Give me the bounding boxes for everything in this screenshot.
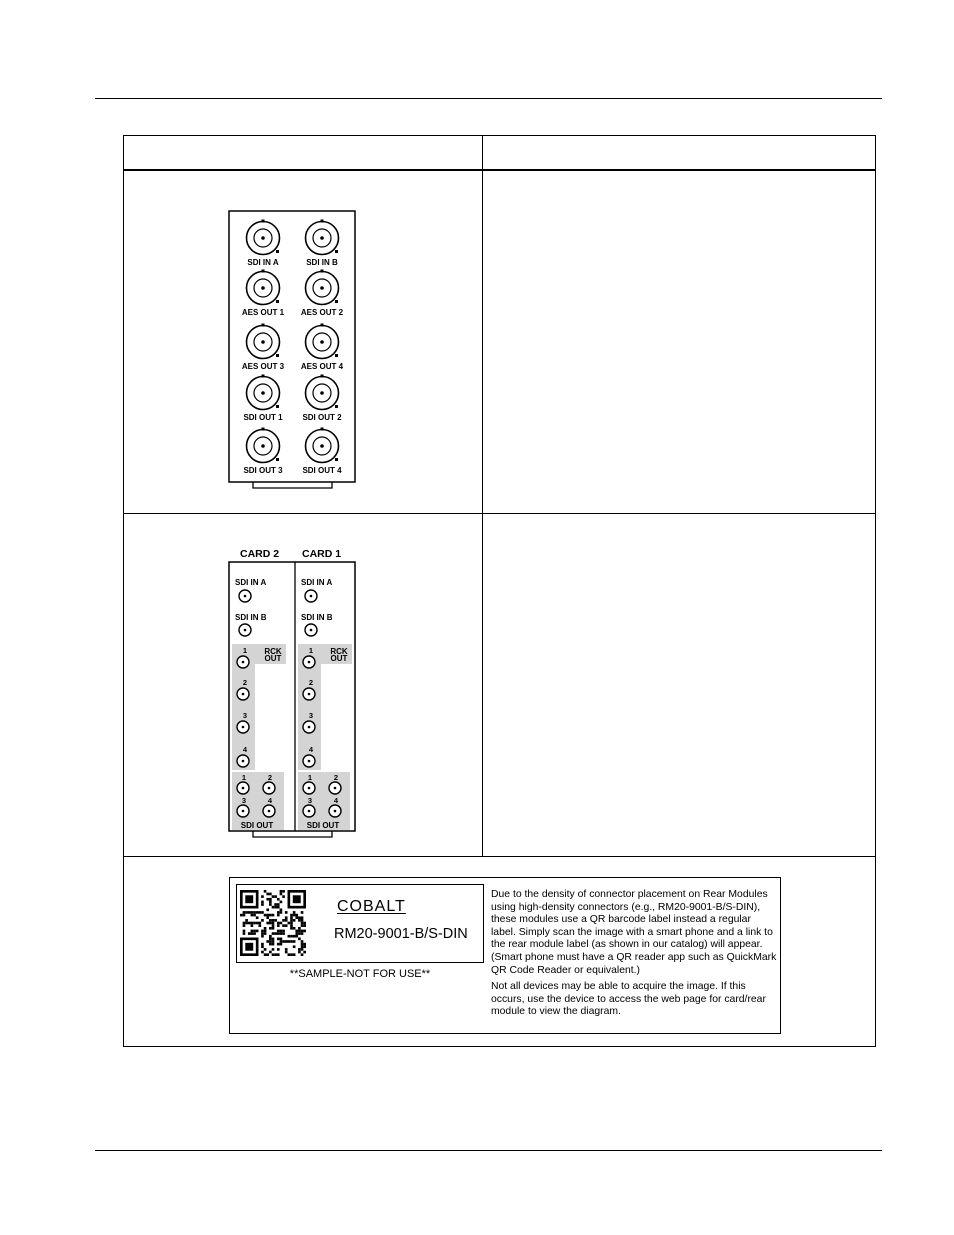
din-connector	[303, 721, 315, 733]
rck-number: 2	[242, 678, 248, 687]
sdi-out-number: 2	[267, 773, 273, 782]
sample-note: **SAMPLE-NOT FOR USE**	[289, 968, 431, 980]
connector-label: AES OUT 1	[241, 308, 285, 317]
qr-explanation-paragraph: Not all devices may be able to acquire the image. If this occurs, use the device to access the web page for card/rear module to view the diagram.	[491, 981, 766, 1018]
din-connector	[329, 782, 341, 794]
card-1-label: CARD 1	[302, 548, 342, 560]
qr-explanation	[491, 889, 777, 1023]
connector-label: SDI OUT 1	[243, 413, 283, 422]
sdi-out-number: 4	[333, 796, 339, 805]
sdi-out-number: 2	[333, 773, 339, 782]
sdi-out-number: 1	[307, 773, 313, 782]
din-connector	[237, 656, 249, 668]
sdi-out-label: SDI OUT	[306, 821, 340, 830]
din-connector	[239, 590, 251, 602]
rck-number: 3	[308, 711, 314, 720]
connector-label: AES OUT 3	[241, 362, 285, 371]
din-connector	[237, 688, 249, 700]
qr-explanation-paragraph: Due to the density of connector placement on Rear Modules using high-density connectors (e.g., RM20-9001-B/S-DIN), these modules use a QR barcode label instead a regular label. Simply scan the image with a smart phone and a link to the rear module label (as shown in our catalog) will appear. (Smart phone must have a QR reader app such as QuickMark QR Code Reader or equivalent.)	[491, 889, 777, 976]
rck-out-label: OUT	[330, 654, 348, 663]
sdi-in-b-label: SDI IN B	[235, 613, 267, 622]
sdi-in-a-label: SDI IN A	[235, 578, 267, 587]
din-connector	[329, 805, 341, 817]
sdi-out-label: SDI OUT	[240, 821, 274, 830]
din-connector	[263, 782, 275, 794]
din-connector	[303, 782, 315, 794]
din-connector	[237, 721, 249, 733]
brand-logo: COBALT	[337, 898, 406, 915]
qr-label-sample	[229, 877, 781, 1034]
rck-number: 4	[308, 745, 314, 754]
din-connector	[303, 656, 315, 668]
sdi-in-b-label: SDI IN B	[301, 613, 333, 622]
rck-out-label: RCK	[264, 647, 282, 656]
rck-out-label: RCK	[330, 647, 348, 656]
din-connector	[263, 805, 275, 817]
din-connector	[305, 624, 317, 636]
sdi-out-number: 3	[241, 796, 247, 805]
rck-out-label: OUT	[264, 654, 282, 663]
model-number: RM20-9001-B/S-DIN	[334, 926, 468, 942]
connector-label: AES OUT 4	[300, 362, 344, 371]
rck-number: 2	[308, 678, 314, 687]
sdi-out-number: 3	[307, 796, 313, 805]
din-connector	[303, 688, 315, 700]
din-connector	[239, 624, 251, 636]
connector-label: SDI IN A	[247, 258, 279, 267]
connector-label: SDI OUT 3	[243, 466, 283, 475]
connector-label: SDI OUT 4	[302, 466, 342, 475]
din-connector	[303, 755, 315, 767]
din-connector	[303, 805, 315, 817]
rear-module-bracket	[253, 831, 332, 837]
sdi-out-number: 4	[267, 796, 273, 805]
din-connector	[237, 805, 249, 817]
rck-number: 1	[308, 646, 314, 655]
din-connector	[237, 782, 249, 794]
din-connector	[237, 755, 249, 767]
sdi-out-number: 1	[241, 773, 247, 782]
qr-code-image	[240, 890, 308, 956]
connector-label: SDI OUT 2	[302, 413, 342, 422]
qr-label-box	[236, 884, 484, 963]
rck-number: 3	[242, 711, 248, 720]
rck-number: 1	[242, 646, 248, 655]
sdi-in-a-label: SDI IN A	[301, 578, 333, 587]
rck-number: 4	[242, 745, 248, 754]
din-connector	[305, 590, 317, 602]
card-2-label: CARD 2	[240, 548, 280, 560]
connector-label: AES OUT 2	[300, 308, 344, 317]
connector-label: SDI IN B	[306, 258, 338, 267]
